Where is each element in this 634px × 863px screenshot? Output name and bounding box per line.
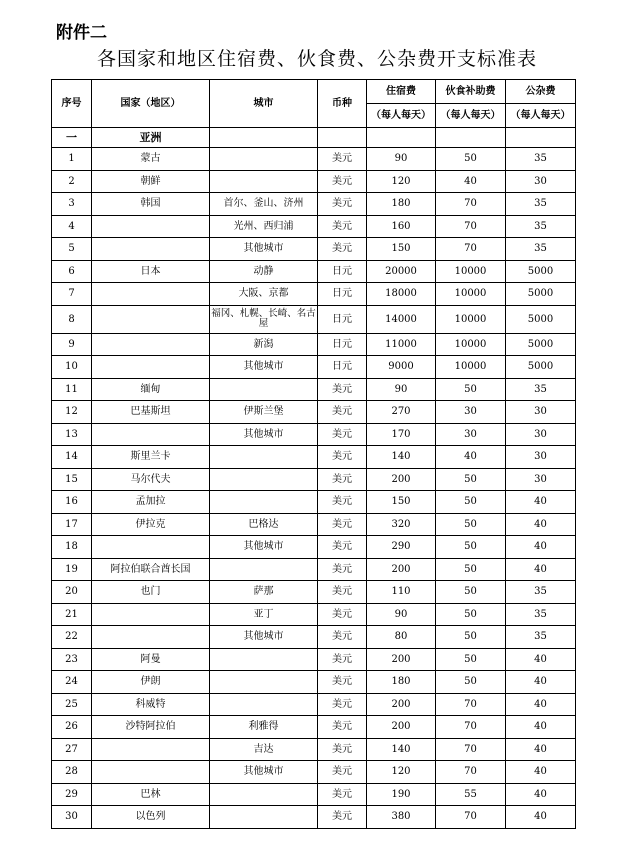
cell-meal: 10000 [436,260,506,283]
cell-currency: 日元 [318,333,367,356]
cell-country [92,603,210,626]
cell-country: 缅甸 [92,378,210,401]
cell-no: 25 [52,693,92,716]
cell-country: 巴林 [92,783,210,806]
cell-country [92,626,210,649]
cell-misc: 35 [506,148,576,171]
cell-city: 动静 [210,260,318,283]
table-row [52,446,576,469]
header-misc-unit: （每人每天） [506,104,576,128]
cell-misc: 40 [506,491,576,514]
cell-lodging: 190 [367,783,436,806]
header-city: 城市 [210,80,318,128]
section-name: 亚洲 [92,128,210,148]
cell-meal: 70 [436,761,506,784]
header-meal-unit: （每人每天） [436,104,506,128]
table-row [52,148,576,171]
cell-city [210,671,318,694]
table-row [52,305,576,333]
cell-misc: 35 [506,215,576,238]
cell-lodging: 140 [367,738,436,761]
cell-currency: 美元 [318,806,367,829]
cell-meal: 40 [436,446,506,469]
table-row [52,761,576,784]
cell-currency: 美元 [318,671,367,694]
cell-lodging: 90 [367,603,436,626]
cell-meal: 10000 [436,356,506,379]
table-row [52,806,576,829]
cell-country: 斯里兰卡 [92,446,210,469]
cell-lodging: 170 [367,423,436,446]
cell-no: 16 [52,491,92,514]
cell-misc: 35 [506,378,576,401]
cell-no: 2 [52,170,92,193]
cell-no: 9 [52,333,92,356]
table-row [52,626,576,649]
table-row [52,648,576,671]
cell-misc: 35 [506,626,576,649]
cell-no: 12 [52,401,92,424]
cell-meal: 40 [436,170,506,193]
cell-no: 6 [52,260,92,283]
cell-country: 沙特阿拉伯 [92,716,210,739]
header-currency: 币种 [318,80,367,128]
cell-currency: 美元 [318,148,367,171]
cell-meal: 10000 [436,305,506,333]
cell-meal: 50 [436,648,506,671]
section-empty [436,128,506,148]
cell-meal: 50 [436,671,506,694]
cell-lodging: 18000 [367,283,436,306]
attachment-label: 附件二 [56,23,107,43]
cell-lodging: 140 [367,446,436,469]
cell-city: 其他城市 [210,423,318,446]
cell-currency: 美元 [318,603,367,626]
cell-meal: 50 [436,378,506,401]
cell-currency: 美元 [318,693,367,716]
cell-lodging: 290 [367,536,436,559]
cell-lodging: 110 [367,581,436,604]
cell-city: 亚丁 [210,603,318,626]
cell-country: 阿拉伯联合酋长国 [92,558,210,581]
table-row [52,170,576,193]
cell-meal: 50 [436,558,506,581]
cell-meal: 70 [436,193,506,216]
cell-no: 20 [52,581,92,604]
cell-country [92,238,210,261]
cell-meal: 70 [436,716,506,739]
cell-lodging: 200 [367,558,436,581]
cell-no: 29 [52,783,92,806]
cell-city [210,558,318,581]
cell-no: 19 [52,558,92,581]
table-row [52,558,576,581]
header-lodging: 住宿费 [367,80,436,104]
header-no: 序号 [52,80,92,128]
cell-city: 巴格达 [210,513,318,536]
cell-currency: 美元 [318,215,367,238]
table-row [52,581,576,604]
cell-currency: 美元 [318,738,367,761]
table-row [52,693,576,716]
cell-country: 伊拉克 [92,513,210,536]
table-row [52,356,576,379]
cell-misc: 40 [506,783,576,806]
cell-misc: 40 [506,648,576,671]
section-empty [367,128,436,148]
cell-lodging: 150 [367,238,436,261]
cell-meal: 50 [436,491,506,514]
cell-currency: 美元 [318,238,367,261]
table-row [52,491,576,514]
document-title: 各国家和地区住宿费、伙食费、公杂费开支标准表 [96,48,537,70]
cell-misc: 5000 [506,260,576,283]
cell-misc: 5000 [506,305,576,333]
cell-city: 利雅得 [210,716,318,739]
cell-lodging: 200 [367,648,436,671]
cell-misc: 35 [506,581,576,604]
fee-standards-table [51,79,576,829]
cell-currency: 美元 [318,761,367,784]
cell-lodging: 200 [367,716,436,739]
cell-country: 也门 [92,581,210,604]
table-row [52,513,576,536]
cell-no: 4 [52,215,92,238]
cell-city: 其他城市 [210,536,318,559]
cell-no: 30 [52,806,92,829]
cell-country: 韩国 [92,193,210,216]
cell-meal: 50 [436,513,506,536]
cell-no: 11 [52,378,92,401]
cell-city [210,170,318,193]
cell-currency: 美元 [318,193,367,216]
cell-meal: 50 [436,148,506,171]
cell-misc: 40 [506,536,576,559]
cell-currency: 美元 [318,716,367,739]
cell-city [210,648,318,671]
table-row [52,468,576,491]
cell-misc: 40 [506,806,576,829]
cell-misc: 40 [506,693,576,716]
cell-no: 10 [52,356,92,379]
cell-misc: 40 [506,558,576,581]
cell-currency: 日元 [318,283,367,306]
cell-lodging: 200 [367,468,436,491]
cell-meal: 50 [436,581,506,604]
cell-country: 阿曼 [92,648,210,671]
cell-lodging: 14000 [367,305,436,333]
cell-meal: 30 [436,423,506,446]
cell-country: 日本 [92,260,210,283]
cell-currency: 日元 [318,356,367,379]
cell-misc: 40 [506,513,576,536]
cell-lodging: 200 [367,693,436,716]
cell-city: 其他城市 [210,356,318,379]
cell-meal: 50 [436,468,506,491]
cell-currency: 美元 [318,648,367,671]
cell-lodging: 11000 [367,333,436,356]
cell-no: 18 [52,536,92,559]
cell-misc: 5000 [506,356,576,379]
cell-currency: 美元 [318,468,367,491]
cell-no: 1 [52,148,92,171]
section-empty [506,128,576,148]
cell-currency: 美元 [318,446,367,469]
cell-misc: 35 [506,193,576,216]
cell-meal: 70 [436,215,506,238]
section-empty [210,128,318,148]
cell-country: 伊朗 [92,671,210,694]
cell-currency: 美元 [318,536,367,559]
cell-no: 23 [52,648,92,671]
cell-no: 14 [52,446,92,469]
header-meal: 伙食补助费 [436,80,506,104]
cell-meal: 10000 [436,333,506,356]
cell-no: 5 [52,238,92,261]
cell-no: 24 [52,671,92,694]
cell-country [92,738,210,761]
header-row [52,80,576,104]
section-no: 一 [52,128,92,148]
table-row [52,603,576,626]
cell-meal: 10000 [436,283,506,306]
cell-country: 蒙古 [92,148,210,171]
cell-city: 首尔、釜山、济州 [210,193,318,216]
cell-no: 3 [52,193,92,216]
cell-city: 萨那 [210,581,318,604]
cell-meal: 50 [436,626,506,649]
cell-no: 21 [52,603,92,626]
table-row [52,260,576,283]
cell-meal: 70 [436,693,506,716]
cell-city [210,693,318,716]
cell-no: 13 [52,423,92,446]
cell-lodging: 180 [367,193,436,216]
cell-city: 大阪、京都 [210,283,318,306]
section-empty [318,128,367,148]
cell-no: 7 [52,283,92,306]
table-row [52,283,576,306]
section-row [52,128,576,148]
table-row [52,238,576,261]
table-row [52,716,576,739]
cell-misc: 40 [506,738,576,761]
cell-misc: 30 [506,468,576,491]
cell-no: 28 [52,761,92,784]
cell-meal: 70 [436,806,506,829]
cell-no: 27 [52,738,92,761]
table-row [52,215,576,238]
cell-meal: 70 [436,238,506,261]
cell-country [92,423,210,446]
table-row [52,423,576,446]
cell-misc: 35 [506,238,576,261]
table-row [52,401,576,424]
table-row [52,738,576,761]
cell-currency: 美元 [318,423,367,446]
cell-meal: 55 [436,783,506,806]
cell-country: 巴基斯坦 [92,401,210,424]
cell-currency: 美元 [318,491,367,514]
cell-currency: 美元 [318,783,367,806]
table-row [52,193,576,216]
cell-city [210,806,318,829]
cell-city [210,783,318,806]
cell-country [92,215,210,238]
table-row [52,783,576,806]
cell-country [92,356,210,379]
cell-currency: 日元 [318,305,367,333]
cell-lodging: 380 [367,806,436,829]
cell-lodging: 320 [367,513,436,536]
header-misc: 公杂费 [506,80,576,104]
cell-no: 17 [52,513,92,536]
cell-lodging: 90 [367,148,436,171]
cell-city [210,468,318,491]
cell-country: 科威特 [92,693,210,716]
cell-misc: 40 [506,761,576,784]
cell-currency: 美元 [318,513,367,536]
cell-currency: 美元 [318,558,367,581]
cell-country [92,305,210,333]
cell-city [210,148,318,171]
cell-meal: 70 [436,738,506,761]
cell-city: 福冈、札幌、长崎、名古屋 [210,305,318,333]
cell-misc: 40 [506,716,576,739]
cell-city: 其他城市 [210,761,318,784]
cell-country: 孟加拉 [92,491,210,514]
cell-misc: 5000 [506,333,576,356]
cell-country: 马尔代夫 [92,468,210,491]
cell-city [210,446,318,469]
cell-country: 朝鲜 [92,170,210,193]
cell-no: 15 [52,468,92,491]
cell-currency: 美元 [318,378,367,401]
cell-no: 26 [52,716,92,739]
cell-misc: 35 [506,603,576,626]
table-row [52,671,576,694]
cell-lodging: 180 [367,671,436,694]
cell-currency: 日元 [318,260,367,283]
cell-no: 8 [52,305,92,333]
table-row [52,378,576,401]
cell-lodging: 270 [367,401,436,424]
cell-meal: 50 [436,536,506,559]
cell-country [92,333,210,356]
cell-country [92,536,210,559]
cell-lodging: 120 [367,170,436,193]
cell-currency: 美元 [318,626,367,649]
cell-lodging: 160 [367,215,436,238]
cell-meal: 50 [436,603,506,626]
cell-city: 其他城市 [210,626,318,649]
cell-city: 新潟 [210,333,318,356]
cell-city: 其他城市 [210,238,318,261]
header-lodging-unit: （每人每天） [367,104,436,128]
table-row [52,333,576,356]
cell-lodging: 90 [367,378,436,401]
cell-misc: 40 [506,671,576,694]
table-row [52,536,576,559]
cell-meal: 30 [436,401,506,424]
cell-currency: 美元 [318,401,367,424]
cell-lodging: 120 [367,761,436,784]
cell-city [210,378,318,401]
cell-lodging: 80 [367,626,436,649]
cell-city: 吉达 [210,738,318,761]
cell-misc: 30 [506,423,576,446]
cell-country [92,761,210,784]
cell-currency: 美元 [318,170,367,193]
cell-country [92,283,210,306]
cell-lodging: 9000 [367,356,436,379]
cell-no: 22 [52,626,92,649]
cell-city: 伊斯兰堡 [210,401,318,424]
cell-misc: 30 [506,446,576,469]
cell-misc: 5000 [506,283,576,306]
cell-city [210,491,318,514]
cell-currency: 美元 [318,581,367,604]
cell-city: 光州、西归浦 [210,215,318,238]
header-country: 国家（地区） [92,80,210,128]
cell-lodging: 20000 [367,260,436,283]
cell-lodging: 150 [367,491,436,514]
cell-misc: 30 [506,170,576,193]
cell-country: 以色列 [92,806,210,829]
cell-misc: 30 [506,401,576,424]
